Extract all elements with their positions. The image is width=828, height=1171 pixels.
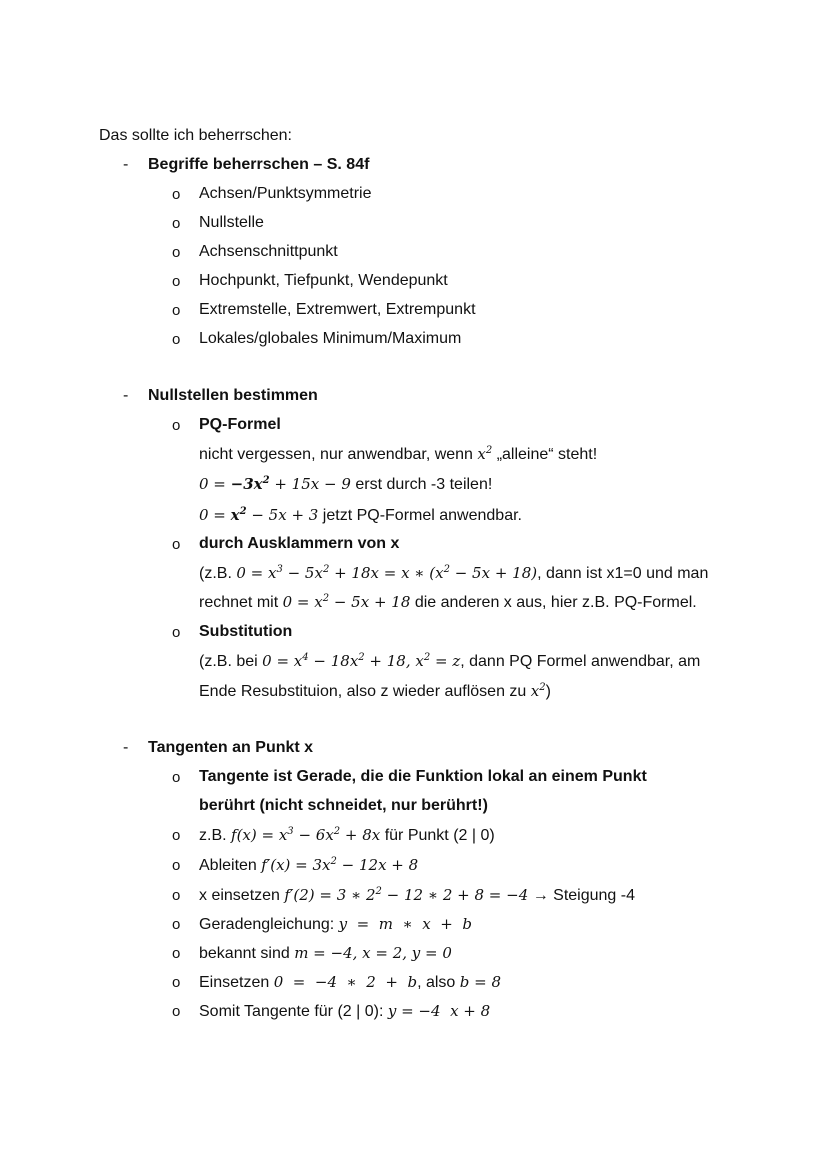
circle-bullet-icon: o xyxy=(172,857,181,874)
equation-line: $0 = x^2 - 5x + 3$ jetzt PQ-Formel anwendbar. xyxy=(199,506,522,524)
section-title: Tangenten an Punkt x xyxy=(148,739,314,756)
section-title: Begriffe beherrschen – S. 84f xyxy=(148,156,370,173)
circle-bullet-icon: o xyxy=(172,273,181,290)
dash-bullet: - xyxy=(123,156,129,173)
equation-line: $0 = -3x^2 + 15x - 9$ erst durch -3 teilen! xyxy=(199,475,493,493)
item-title: PQ-Formel xyxy=(199,416,281,433)
circle-bullet-icon: o xyxy=(172,916,181,933)
section-title: Nullstellen bestimmen xyxy=(148,387,318,404)
dash-bullet: - xyxy=(123,739,129,756)
document-page: Das sollte ich beherrschen: - Begriffe beherrschen – S. 84f o Achsen/Punktsymmetrie o Nullstelle o Achsenschnittpunkt o Hochpunkt, Tiefpunkt, Wendepunkt o Extremstelle, Extremwert, Extrempunkt o Lokales/globales Minimum/Maximum - Nullstellen bestimmen o PQ-Formel nicht vergessen, nur anwendbar, wenn $x^2$ „alleine“ steht! $0 = -3x^2 + 15x - 9$ erst durch -3 teilen! $0 = x^2 - 5x + 3$ jetzt PQ-Formel anwendbar. o durch Ausklammern von x (z.B. $0 = x^3 - 5x^2 + 18x = x$ ∗ $(x^2 - 5x + 18)$, dann ist x1=0 und man rechnet mit $0 = x^2 - 5x + 18$ die anderen x aus, hier z.B. PQ-Formel. o Substitution (z.B. bei $0 = x^4 - 18x^2 + 18$, $x^2 = z$, dann PQ Formel anwendbar, am Ende Resubstituion, also z wieder auflösen zu $x^2$) - Tangenten an Punkt x o Tangente ist Gerade, die die Funktion lokal an einem Punkt berührt (nicht schneidet, nur berührt!) o z.B. $f(x) = x^3 - 6x^2 + 8x$ für Punkt (2 | 0) o Ableiten $f'(x) = 3x^2 - 12x + 8$ o x einsetzen f′(2) = 3 ∗ $2^2 - 12$ ∗ 2 + 8 = −4 → Steigung -4 o Geradengleichung: y = m ∗ x + b o bekannt sind m = −4, x = 2, y = 0 o Einsetzen 0 = −4 ∗ 2 + b, also b = 8 o Somit Tangente für (2 | 0): y = −4 x + 8 xyxy=(99,127,709,1020)
circle-bullet-icon: o xyxy=(172,887,181,904)
circle-bullet-icon: o xyxy=(172,769,181,786)
circle-bullet-icon: o xyxy=(172,1003,181,1020)
dash-bullet: - xyxy=(123,387,129,404)
text-line: (z.B. $0 = x^3 - 5x^2 + 18x = x$ ∗ $(x^2 - 5x + 18)$, dann ist x1=0 und man xyxy=(199,564,709,582)
circle-bullet-icon: o xyxy=(172,536,181,553)
circle-bullet-icon: o xyxy=(172,331,181,348)
intro-text: Das sollte ich beherrschen: xyxy=(99,127,292,144)
circle-bullet-icon: o xyxy=(172,945,181,962)
circle-bullet-icon: o xyxy=(172,624,181,641)
circle-bullet-icon: o xyxy=(172,244,181,261)
circle-bullet-icon: o xyxy=(172,302,181,319)
circle-bullet-icon: o xyxy=(172,974,181,991)
text-line: nicht vergessen, nur anwendbar, wenn $x^2$ „alleine“ steht! xyxy=(199,445,598,463)
text-line: rechnet mit $0 = x^2 - 5x + 18$ die anderen x aus, hier z.B. PQ-Formel. xyxy=(199,593,697,611)
item-title: durch Ausklammern von x xyxy=(199,535,400,552)
circle-bullet-icon: o xyxy=(172,827,181,844)
text-line: Ende Resubstituion, also z wieder auflösen zu $x^2$) xyxy=(199,682,551,700)
circle-bullet-icon: o xyxy=(172,417,181,434)
circle-bullet-icon: o xyxy=(172,186,181,203)
text-line: (z.B. bei $0 = x^4 - 18x^2 + 18$, $x^2 = z$, dann PQ Formel anwendbar, am xyxy=(199,652,701,670)
circle-bullet-icon: o xyxy=(172,215,181,232)
item-title: Substitution xyxy=(199,623,293,640)
